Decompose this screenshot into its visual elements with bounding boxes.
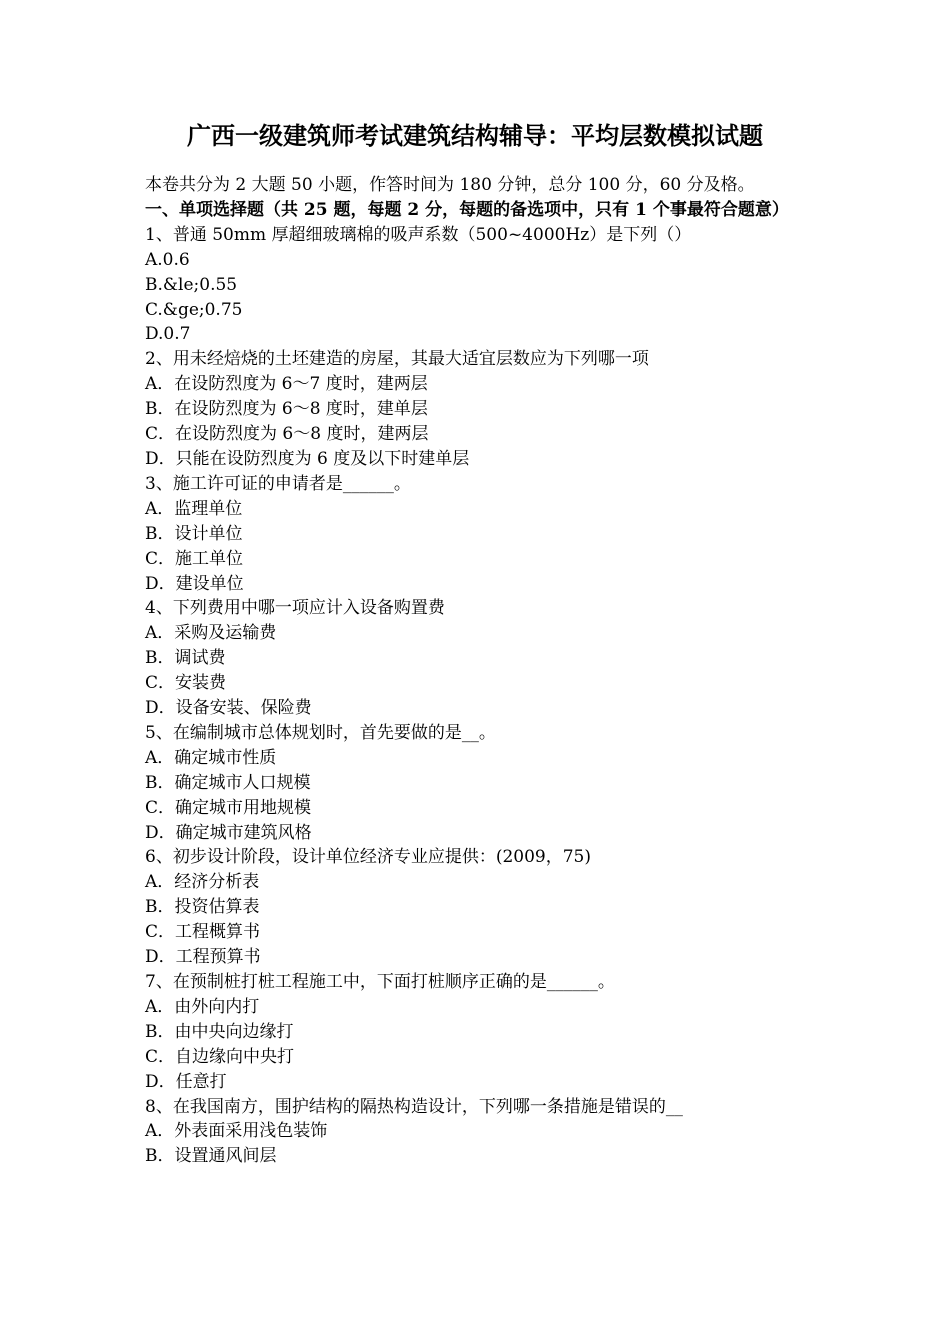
option-d: D．设备安装、保险费 bbox=[145, 698, 312, 719]
question-8 bbox=[145, 1095, 810, 1170]
option-a: A．监理单位 bbox=[145, 498, 243, 519]
question-text: 5、在编制城市总体规划时，首先要做的是__。 bbox=[145, 722, 496, 743]
option-b: B．设置通风间层 bbox=[145, 1146, 277, 1167]
option-c: C．工程概算书 bbox=[145, 922, 261, 943]
document-title: 广西一级建筑师考试建筑结构辅导：平均层数模拟试题 bbox=[187, 121, 763, 150]
option-a: A．采购及运输费 bbox=[145, 623, 277, 644]
option-a: A．由外向内打 bbox=[145, 996, 260, 1017]
option-d: D．确定城市建筑风格 bbox=[145, 822, 312, 843]
question-5 bbox=[145, 721, 810, 846]
question-7 bbox=[145, 970, 810, 1095]
question-text: 6、初步设计阶段，设计单位经济专业应提供：(2009，75) bbox=[145, 847, 591, 868]
option-b: B.&le;0.55 bbox=[145, 274, 238, 295]
option-b: B．在设防烈度为 6～8 度时，建单层 bbox=[145, 399, 428, 420]
option-a: A．外表面采用浅色装饰 bbox=[145, 1121, 328, 1142]
option-b: B．投资估算表 bbox=[145, 897, 260, 918]
option-c: C．自边缘向中央打 bbox=[145, 1046, 295, 1067]
option-a: A.0.6 bbox=[145, 249, 190, 270]
option-b: B．调试费 bbox=[145, 648, 226, 669]
question-text: 1、普通 50mm 厚超细玻璃棉的吸声系数（500~4000Hz）是下列（） bbox=[145, 224, 692, 245]
option-d: D．工程预算书 bbox=[145, 947, 261, 968]
option-d: D．只能在设防烈度为 6 度及以下时建单层 bbox=[145, 448, 470, 469]
option-c: C．施工单位 bbox=[145, 548, 244, 569]
question-text: 2、用未经焙烧的土坯建造的房屋，其最大适宜层数应为下列哪一项 bbox=[145, 349, 649, 370]
question-2 bbox=[145, 347, 810, 472]
option-b: B．设计单位 bbox=[145, 523, 243, 544]
option-a: A．确定城市性质 bbox=[145, 747, 277, 768]
section-heading: 一、单项选择题（共 25 题，每题 2 分，每题的备选项中，只有 1 个事最符合题意） bbox=[145, 199, 789, 220]
exam-intro: 本卷共分为 2 大题 50 小题，作答时间为 180 分钟，总分 100 分，60 分及格。 bbox=[145, 175, 755, 195]
document-body bbox=[145, 173, 810, 1169]
option-d: D．任意打 bbox=[145, 1071, 227, 1092]
question-1 bbox=[145, 223, 810, 348]
option-b: B．确定城市人口规模 bbox=[145, 772, 311, 793]
option-a: A．在设防烈度为 6～7 度时，建两层 bbox=[145, 374, 428, 395]
question-text: 8、在我国南方，围护结构的隔热构造设计，下列哪一条措施是错误的__ bbox=[145, 1096, 683, 1117]
question-text: 7、在预制桩打桩工程施工中，下面打桩顺序正确的是______。 bbox=[145, 972, 615, 992]
question-3 bbox=[145, 472, 810, 597]
option-c: C．安装费 bbox=[145, 673, 227, 694]
question-4 bbox=[145, 596, 810, 721]
option-c: C．在设防烈度为 6～8 度时，建两层 bbox=[145, 424, 429, 445]
option-b: B．由中央向边缘打 bbox=[145, 1021, 294, 1042]
option-d: D．建设单位 bbox=[145, 573, 244, 594]
option-c: C．确定城市用地规模 bbox=[145, 797, 312, 818]
question-text: 3、施工许可证的申请者是______。 bbox=[145, 473, 411, 494]
option-c: C.&ge;0.75 bbox=[145, 299, 243, 320]
option-a: A．经济分析表 bbox=[145, 872, 260, 893]
question-text: 4、下列费用中哪一项应计入设备购置费 bbox=[145, 598, 445, 619]
option-d: D.0.7 bbox=[145, 324, 191, 345]
question-6 bbox=[145, 845, 810, 970]
